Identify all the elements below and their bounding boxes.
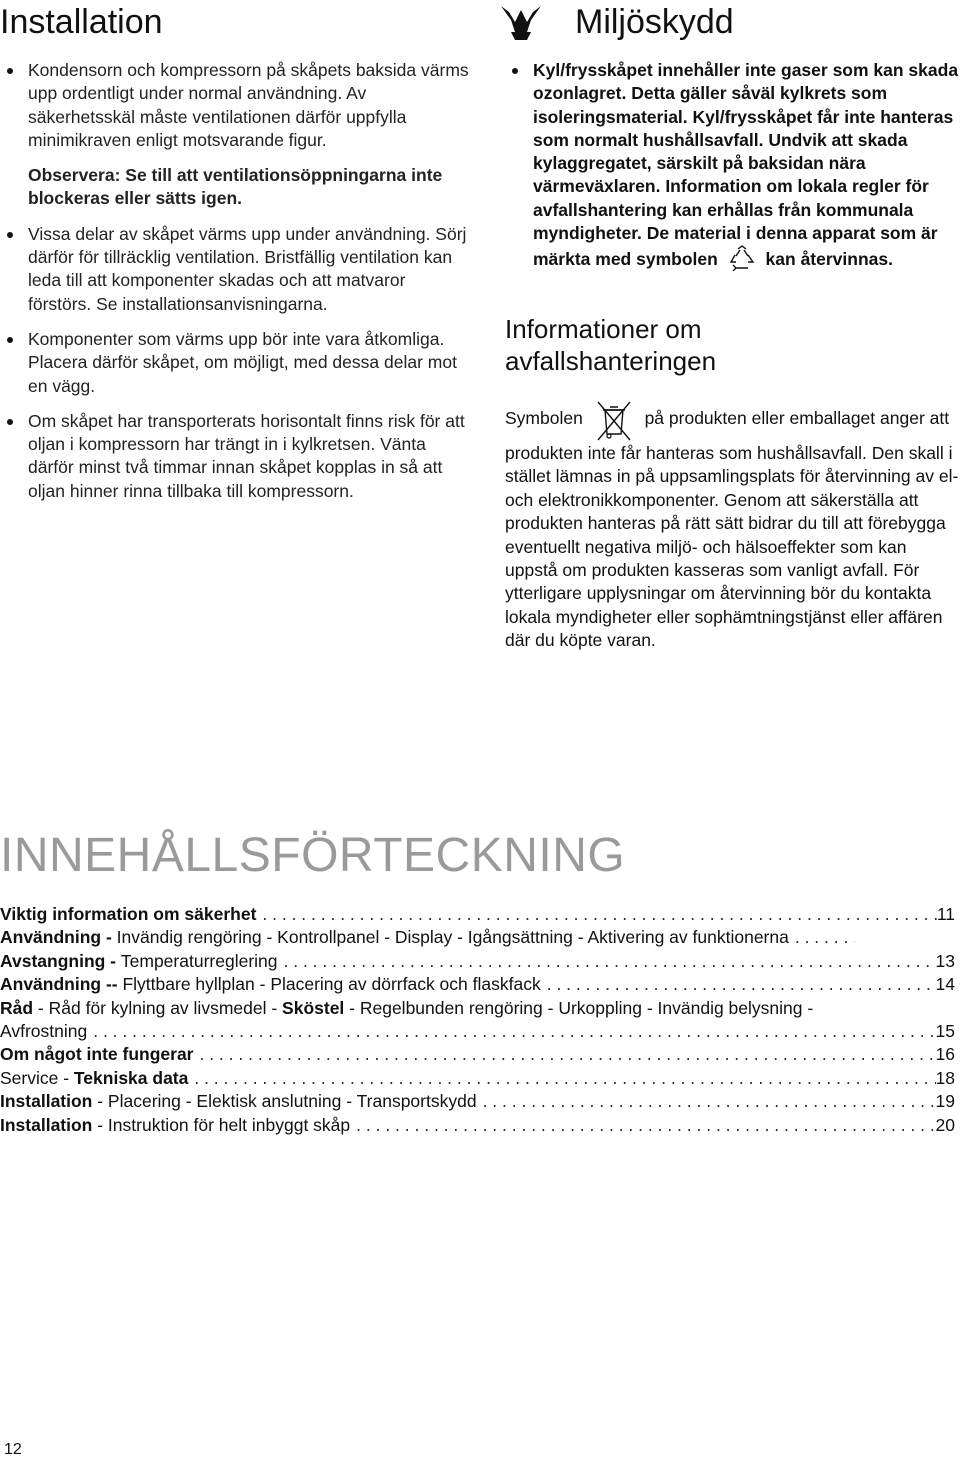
page-number: 12 — [4, 1441, 22, 1458]
environment-title: Miljöskydd — [575, 3, 734, 41]
toc-entry-text: Avfrostning — [0, 1021, 88, 1042]
toc-entry-bold: Om något inte fungerar — [0, 1044, 194, 1065]
installation-bullet-2 — [0, 223, 470, 316]
toc-leader-dots — [477, 1090, 936, 1113]
toc-page-number: 14 — [935, 974, 955, 995]
toc-entry-bold: Råd — [0, 997, 34, 1018]
toc-leader-dots — [278, 950, 936, 973]
crossed-bin-icon — [594, 400, 634, 442]
hands-environment-icon — [497, 2, 545, 42]
toc-page-number: 16 — [935, 1044, 955, 1065]
toc-entry-text-2: - Regelbunden rengöring - Urkoppling - Invändig belysning - — [344, 997, 814, 1018]
toc-entry-bold: Installation — [0, 1114, 93, 1135]
toc-row[interactable] — [0, 973, 955, 996]
toc-page-number: 15 — [935, 1021, 955, 1042]
installation-title: Installation — [0, 3, 163, 41]
toc-row[interactable] — [0, 1090, 955, 1113]
installation-bullets — [0, 59, 470, 503]
toc-entry-bold: Viktig information om säkerhet — [0, 904, 257, 924]
toc-leader-dots — [193, 1043, 935, 1066]
waste-text-start: Symbolen — [505, 408, 583, 428]
toc-leader-dots — [256, 903, 936, 926]
ventilation-note: Observera: Se till att ventilationsöppningarna inte blockeras eller sätts igen. — [28, 165, 443, 209]
toc-page-number: 20 — [935, 1114, 955, 1135]
toc-leader-dots — [541, 973, 936, 996]
toc-entry-text: - Råd för kylning av livsmedel - — [33, 997, 283, 1018]
toc-page-number: 13 — [935, 950, 955, 971]
toc-row[interactable] — [0, 997, 955, 1020]
toc-leader-dots — [188, 1067, 935, 1090]
toc-row[interactable] — [0, 1067, 955, 1090]
toc-entry-text: Temperaturreglering — [120, 950, 278, 971]
toc-entry-text: Invändig rengöring - Kontrollpanel - Display - Igångsättning - Aktivering av funktionerna — [116, 927, 789, 948]
recycle-icon — [727, 245, 757, 271]
bullet-text: Kondensorn och kompressorn på skåpets baksida värms upp ordentligt under normal användning. Av säkerhetsskäl måste ventilationen därför uppfylla minimikraven enligt motsvarande figur. — [28, 60, 469, 150]
bullet-text: Komponenter som värms upp bör inte vara åtkomliga. Placera därför skåpet, om möjligt, med dessa delar mot en vägg. — [28, 328, 457, 396]
toc-row[interactable] — [0, 950, 955, 973]
toc-page-number: 18 — [935, 1067, 955, 1088]
toc-row[interactable] — [0, 1043, 955, 1066]
toc-row[interactable] — [0, 1114, 955, 1137]
environment-header — [505, 0, 960, 46]
bullet-text: Vissa delar av skåpet värms upp under användning. Sörj därför för tillräcklig ventilation. Bristfällig ventilation kan leda till att komponenter skadas och att matvaror förstörs. Se installationsanvisningarna. — [28, 223, 467, 314]
environment-content — [505, 59, 960, 272]
toc-page-number: 11 — [936, 904, 955, 924]
table-of-contents — [0, 903, 955, 1137]
waste-info-heading: Informationer om avfallshanteringen — [505, 314, 717, 376]
bullet-text: Kyl/frysskåpet innehåller inte gaser som kan skada ozonlagret. Detta gäller såväl kylkrets som isoleringsmaterial. Kyl/frysskåpet får inte hanteras som normalt hushållsavfall. Undvik att skada kylaggregatet, särskilt på baksidan nära värmeväxlaren. Information om lokala regler för avfallshantering kan erhållas från kommunala myndigheter. De material i denna apparat som är märkta med symbolen — [533, 60, 959, 270]
toc-leader-dots — [789, 926, 855, 949]
toc-entry-text: - Instruktion för helt inbyggt skåp — [92, 1114, 351, 1135]
toc-entry-bold: Användning - — [0, 927, 117, 948]
toc-entry-bold: Installation — [0, 1091, 93, 1112]
toc-leader-dots — [87, 1020, 935, 1043]
toc-entry-bold: Avstangning - — [0, 950, 121, 971]
toc-title: INNEHÅLLSFÖRTECKNING — [0, 829, 626, 882]
toc-entry-bold-2: Tekniska data — [73, 1067, 189, 1088]
waste-info-paragraph — [505, 400, 960, 653]
toc-entry-text: Service - — [0, 1067, 74, 1088]
waste-text-rest: på produkten eller emballaget anger att produkten inte får hanteras som hushållsavfall. Den skall i stället lämnas in på uppsamlingsplats för återvinning av el- och elektronikkomponenter. Genom att säkerställa att produkten hanteras på rätt sätt bidrar du till att förebygga eventuellt negativa miljö- och hälsoeffekter som kan uppstå om produkten kasseras som vanligt avfall. För ytterligare upplysningar om återvinning bör du kontakta lokala myndigheter eller sophämtningstjänst eller affären där du köpte varan. — [505, 408, 959, 651]
environment-bullets — [505, 59, 960, 272]
toc-entry-text: Flyttbare hyllplan - Placering av dörrfack och flaskfack — [122, 974, 541, 995]
toc-row[interactable] — [0, 1020, 955, 1043]
installation-bullet-3 — [0, 328, 470, 398]
toc-leader-dots — [350, 1114, 935, 1137]
installation-bullet-4 — [0, 410, 470, 503]
installation-bullet-1 — [0, 59, 470, 211]
environment-bullet — [505, 59, 960, 272]
installation-content — [0, 59, 470, 515]
toc-row[interactable] — [0, 926, 955, 949]
bullet-text-end: kan återvinnas. — [765, 249, 893, 270]
toc-page-number: 19 — [935, 1091, 955, 1112]
toc-row[interactable] — [0, 903, 955, 926]
bullet-text: Om skåpet har transporterats horisontalt finns risk för att oljan i kompressorn har trängt in i kylkretsen. Vänta därför minst två timmar innan skåpet kopplas in så att oljan hinner rinna tillbaka till kompressorn. — [28, 410, 465, 501]
toc-entry-bold-2: Sköstel — [282, 997, 345, 1018]
toc-entry-bold: Användning -- — [0, 974, 123, 995]
toc-entry-text: - Placering - Elektisk anslutning - Transportskydd — [92, 1091, 477, 1112]
